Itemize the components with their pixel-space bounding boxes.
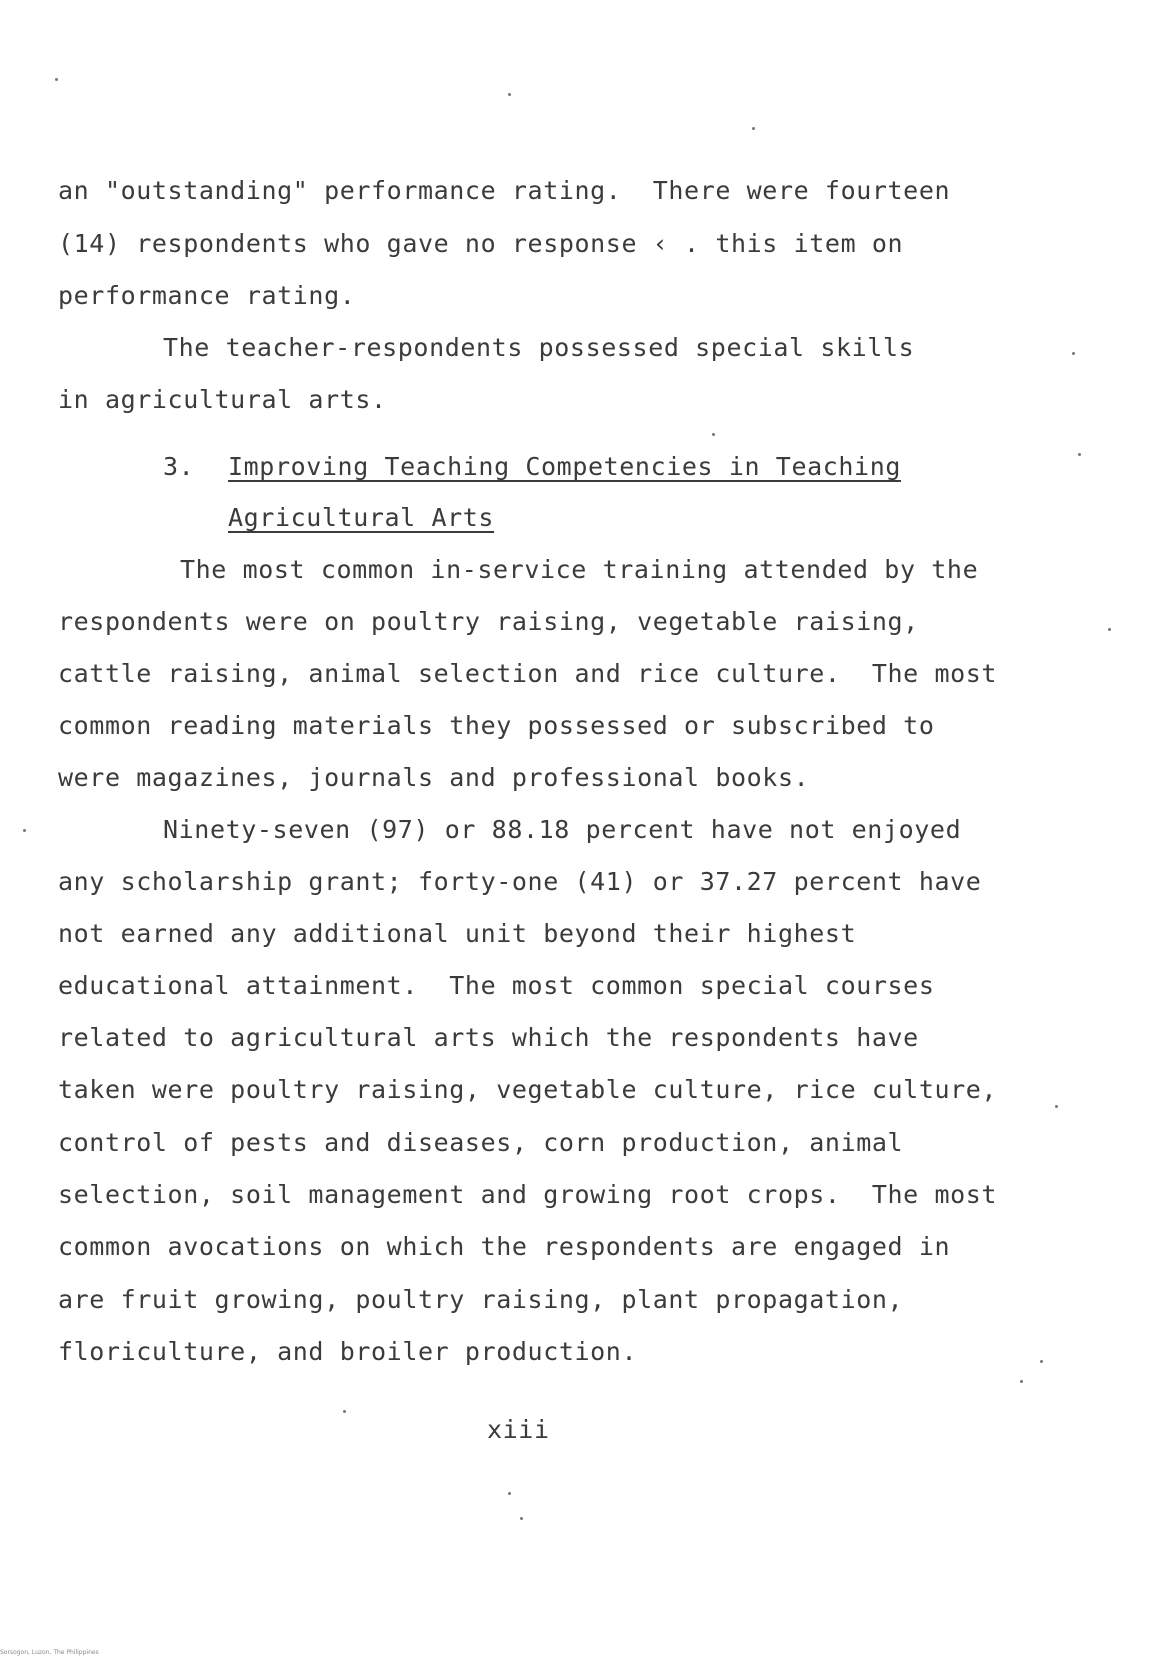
text-line: The most common in-service training attended by the — [180, 555, 979, 584]
text-line: performance rating. — [58, 281, 356, 310]
scan-speck — [508, 1492, 511, 1495]
text-line: common avocations on which the respondents are engaged in — [58, 1232, 951, 1261]
text-line: any scholarship grant; forty-one (41) or 37.27 percent have — [58, 867, 982, 896]
text-line: related to agricultural arts which the respondents have — [58, 1023, 919, 1052]
scan-speck — [712, 433, 715, 436]
scan-speck — [23, 829, 26, 832]
scan-speck — [508, 93, 511, 96]
text-line: floriculture, and broiler production. — [58, 1337, 638, 1366]
text-line: control of pests and diseases, corn production, animal — [58, 1128, 904, 1157]
text-line: were magazines, journals and professional books. — [58, 763, 810, 792]
text-line: educational attainment. The most common special courses — [58, 971, 935, 1000]
text-line: in agricultural arts. — [58, 385, 387, 414]
scan-speck — [1055, 1105, 1058, 1108]
text-line: taken were poultry raising, vegetable culture, rice culture, — [58, 1075, 998, 1104]
text-line: The teacher-respondents possessed special skills — [163, 333, 915, 362]
scan-speck — [520, 1517, 523, 1520]
text-line: common reading materials they possessed or subscribed to — [58, 711, 935, 740]
scan-footer: Sorsogon, Luzon, The Philippines — [0, 1649, 99, 1656]
scan-speck — [1108, 628, 1111, 631]
scan-speck — [343, 1410, 346, 1413]
section-heading: Agricultural Arts — [228, 503, 495, 532]
scan-speck — [1072, 352, 1075, 355]
text-line: cattle raising, animal selection and rice culture. The most — [58, 659, 998, 688]
text-line: (14) respondents who gave no response ‹ . this item on — [58, 229, 904, 258]
scan-speck — [1040, 1360, 1043, 1363]
text-line: an "outstanding" performance rating. There were fourteen — [58, 176, 951, 205]
scan-speck — [1020, 1380, 1023, 1383]
text-line: respondents were on poultry raising, vegetable raising, — [58, 607, 919, 636]
text-line: are fruit growing, poultry raising, plant propagation, — [58, 1285, 904, 1314]
scan-speck — [1078, 453, 1081, 456]
section-heading: Improving Teaching Competencies in Teaching — [228, 452, 902, 481]
section-number: 3. — [163, 452, 195, 481]
text-line: selection, soil management and growing root crops. The most — [58, 1180, 998, 1209]
scan-speck — [55, 78, 58, 81]
scan-speck — [752, 127, 755, 130]
text-line: Ninety-seven (97) or 88.18 percent have not enjoyed — [163, 815, 962, 844]
text-line: not earned any additional unit beyond their highest — [58, 919, 857, 948]
page-number: xiii — [487, 1415, 550, 1444]
